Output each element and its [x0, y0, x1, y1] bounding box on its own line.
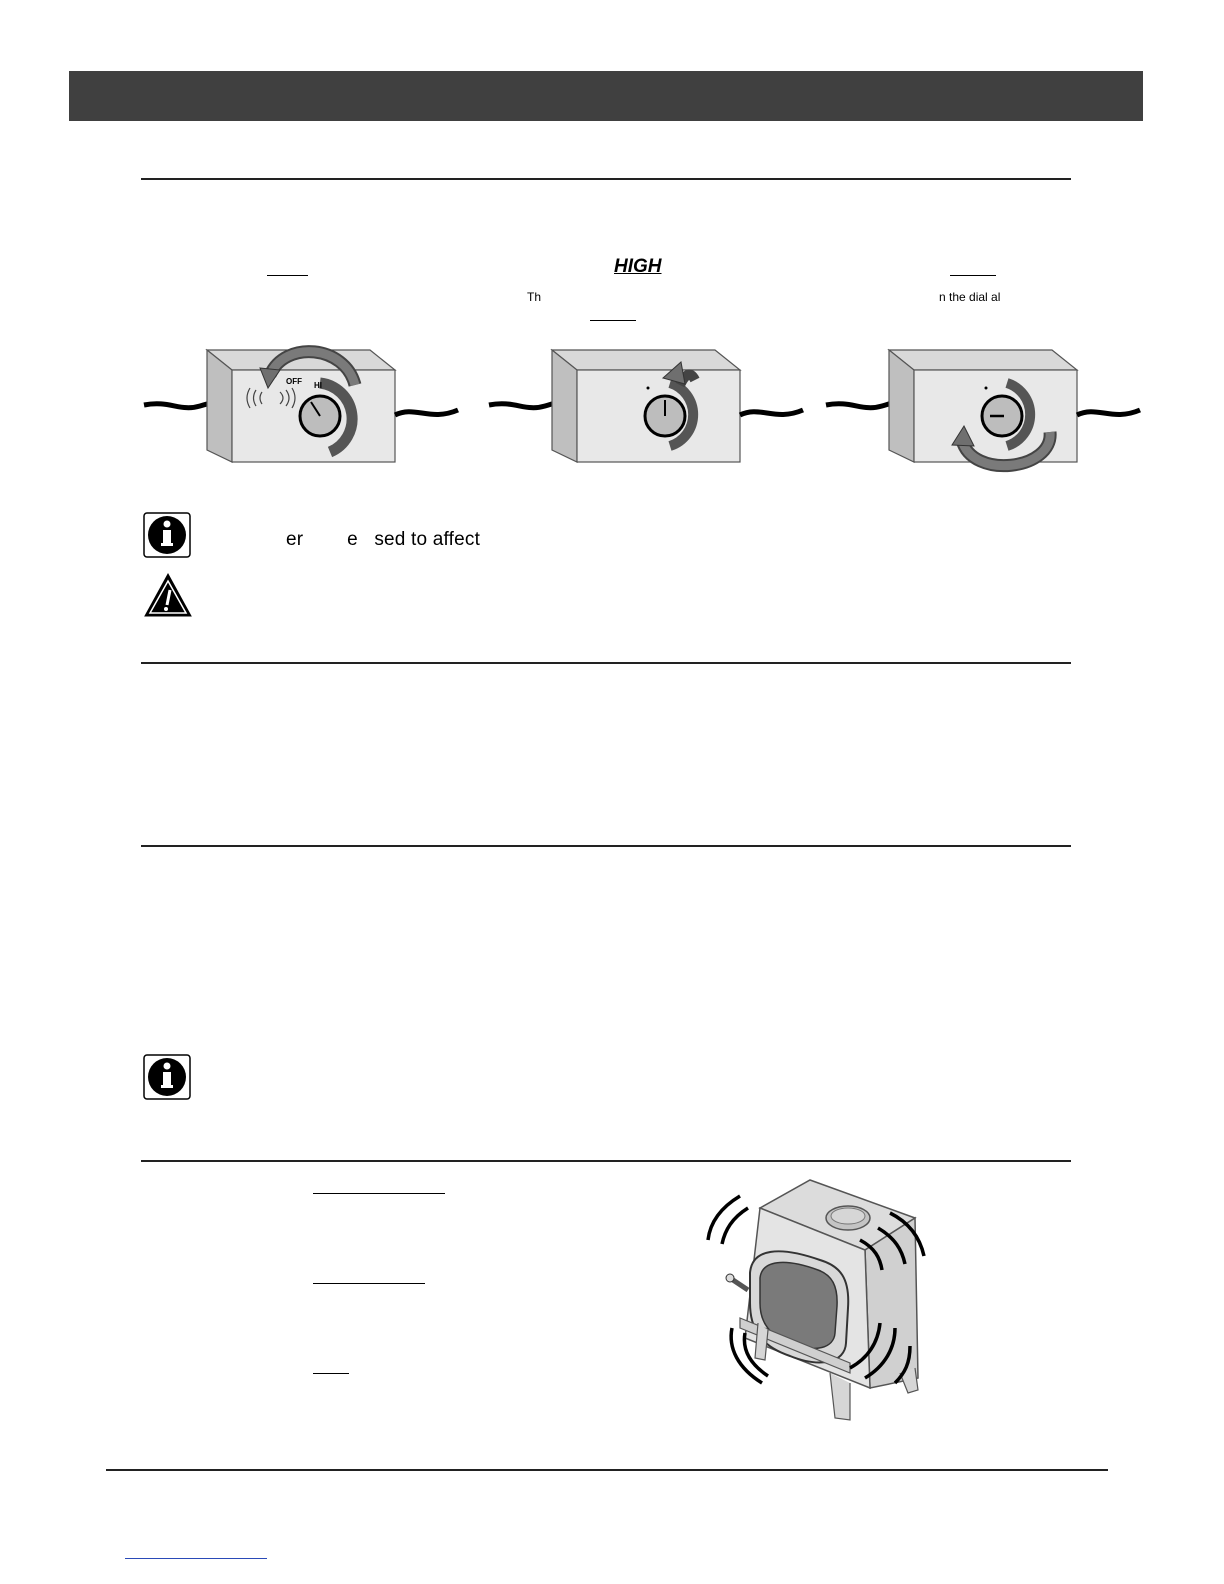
dial-hi-label: HI — [314, 381, 322, 390]
dial-caption-fragment: Th — [527, 290, 542, 304]
heading-underline — [950, 275, 996, 276]
heading-underline — [313, 1373, 349, 1374]
info-note-text: er e sed to affect — [286, 529, 481, 550]
dial-off-label: OFF — [286, 377, 302, 386]
dial-box-off-to-high — [140, 340, 460, 470]
warning-icon — [143, 572, 193, 618]
section-divider — [141, 662, 1071, 664]
section-divider — [141, 178, 1071, 180]
stove-illustration — [700, 1178, 930, 1428]
heading-underline — [267, 275, 308, 276]
heading-underline — [313, 1283, 425, 1284]
info-icon — [143, 512, 191, 558]
header-bar — [69, 71, 1143, 121]
high-heading: HIGH — [614, 256, 662, 277]
info-icon — [143, 1054, 191, 1100]
dial-caption-fragment: n the dial al — [939, 290, 1001, 304]
dial-box-high — [485, 340, 805, 470]
dial-box-low — [822, 340, 1142, 480]
section-divider — [141, 845, 1071, 847]
footer-divider — [106, 1469, 1108, 1471]
section-divider — [141, 1160, 1071, 1162]
footer-link[interactable] — [125, 1558, 267, 1559]
heading-underline — [313, 1193, 445, 1194]
caption-underline — [590, 320, 636, 321]
